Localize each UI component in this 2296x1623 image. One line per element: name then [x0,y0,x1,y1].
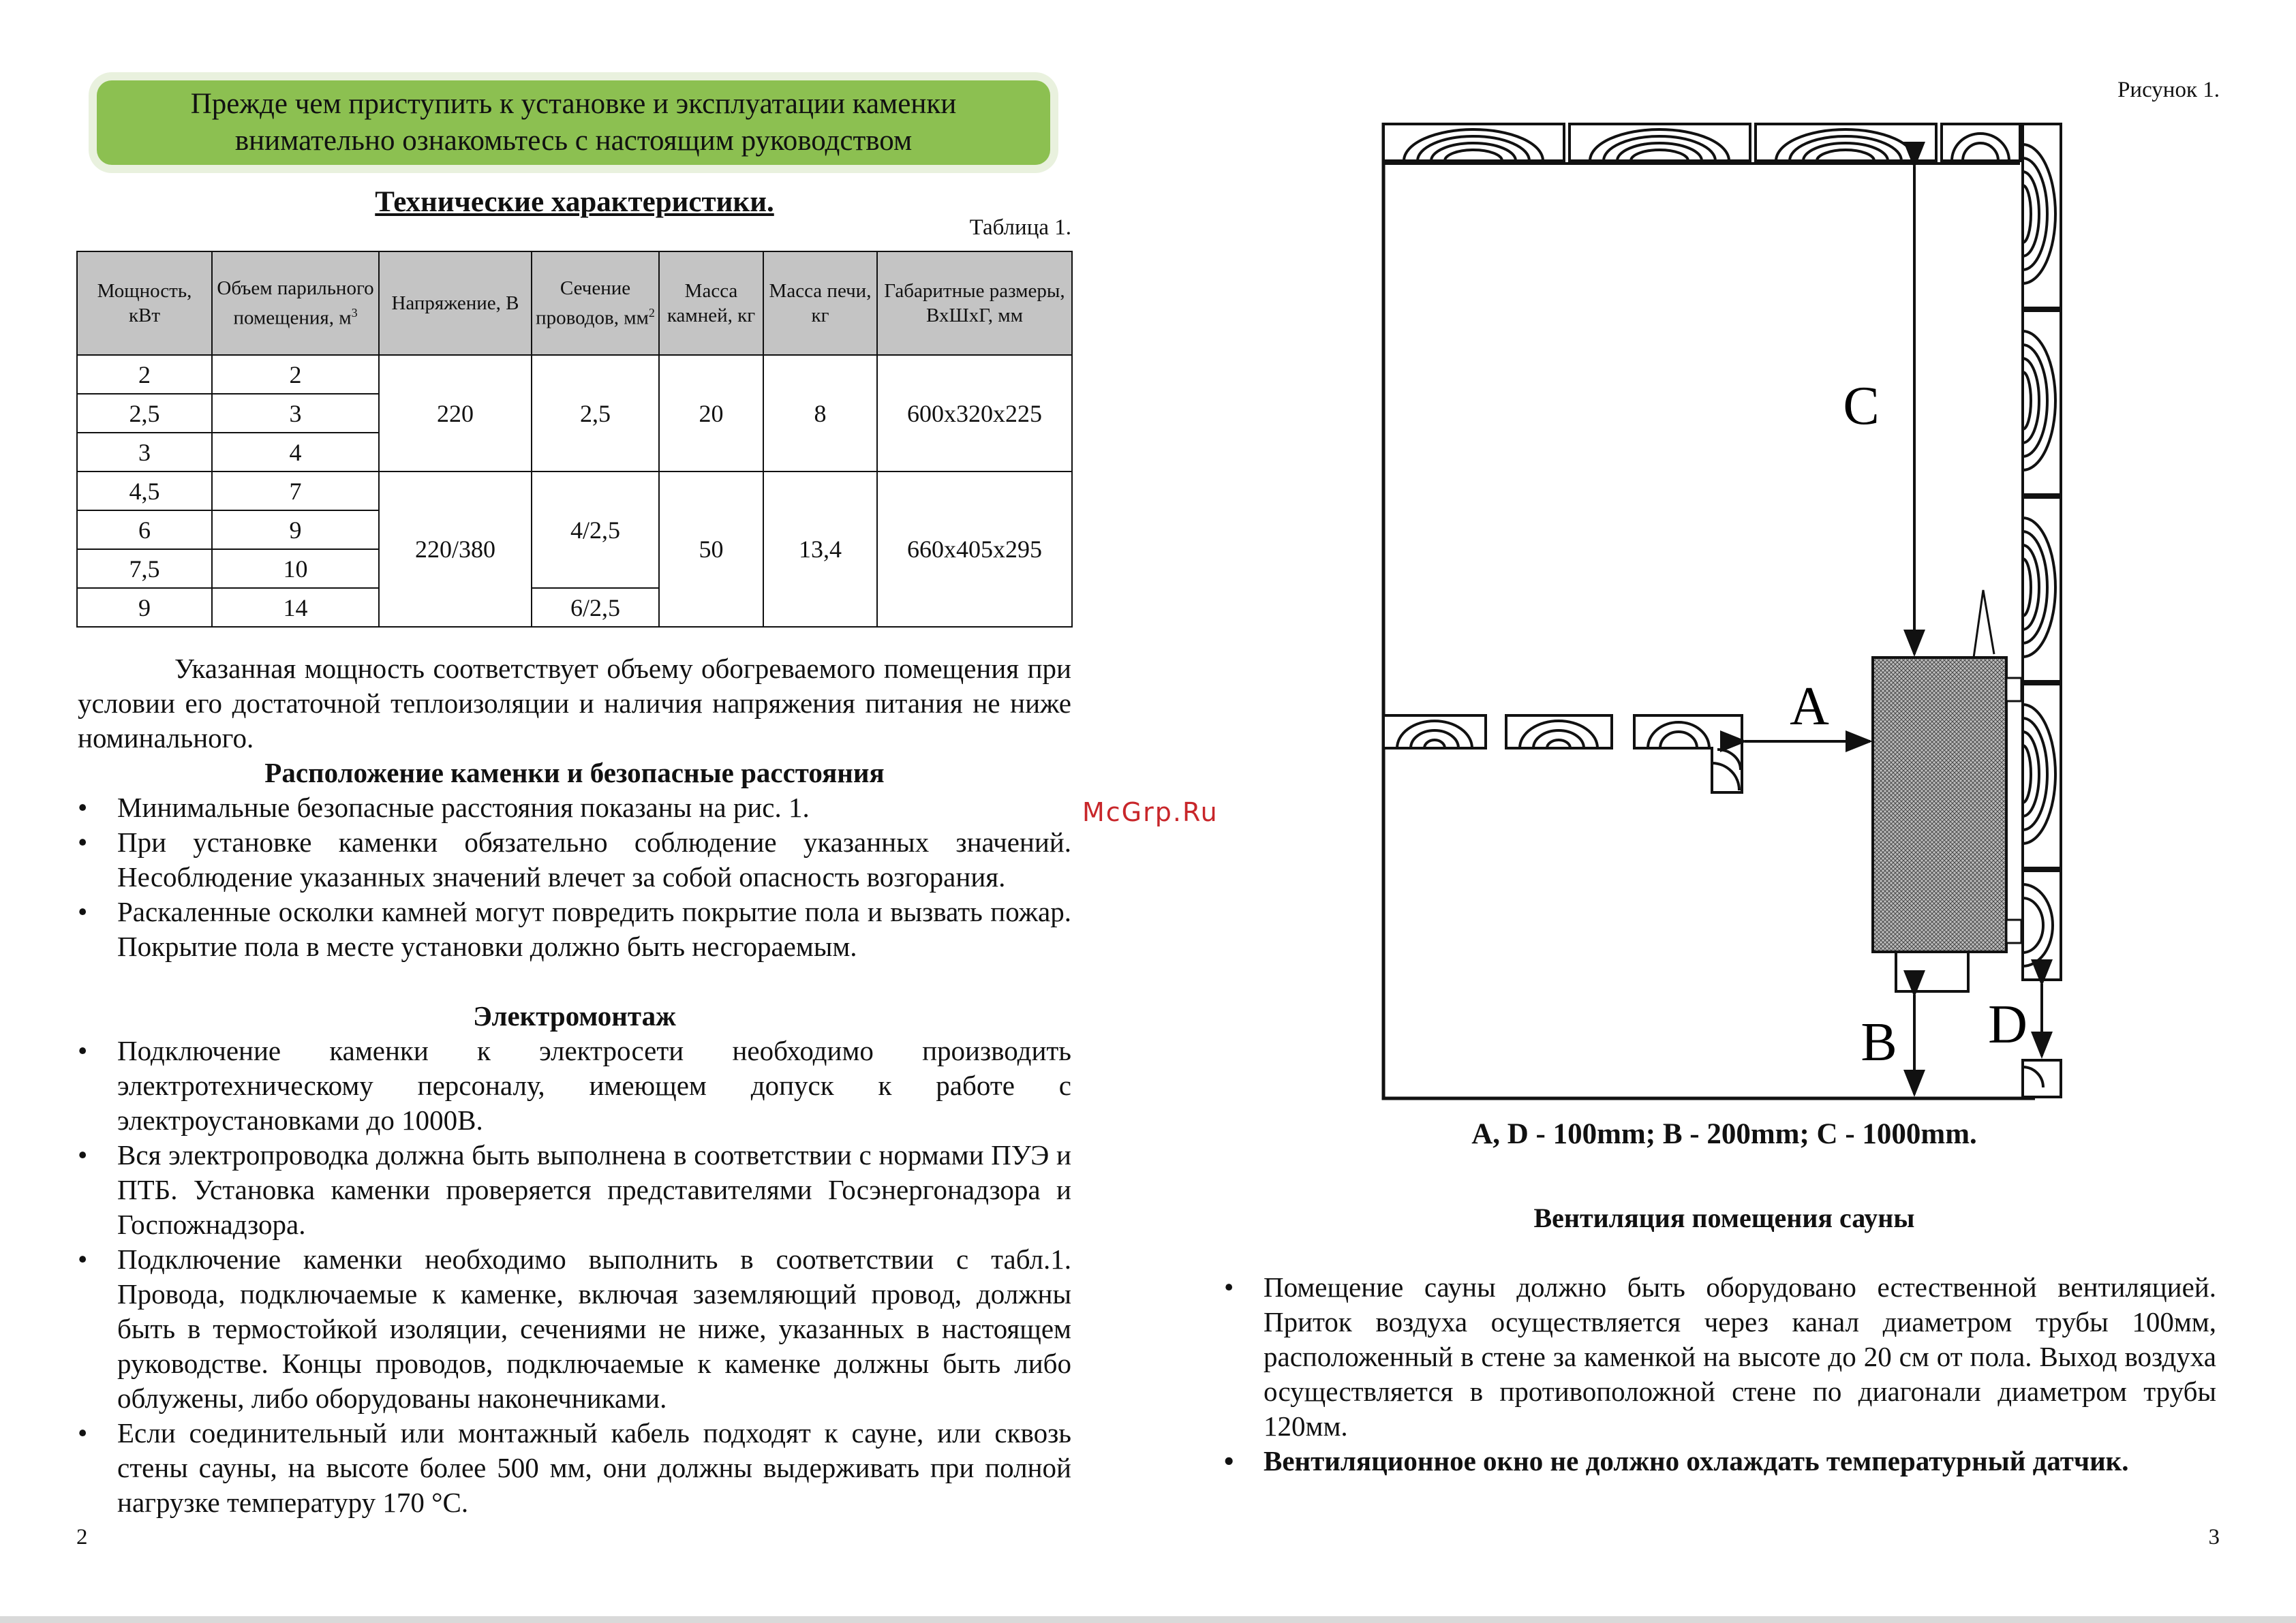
list-item: • Если соединительный или монтажный кабель подходят к сауне, или сквозь стены сауны, на высоте более 500 мм, они должны выдерживать при полной нагрузке температуру 170 °С. [78,1416,1071,1520]
placement-heading: Расположение каменки и безопасные расстояния [264,757,885,788]
page-number-right: 3 [2208,1525,2220,1549]
header-voltage: Напряжение, В [379,251,532,355]
table-header-row [77,251,1072,355]
cell-volume: 10 [212,549,379,588]
electric-list [78,1034,1071,1520]
list-item: • При установке каменки обязательно соблюдение указанных значений. Несоблюдение указанных значений влечет за собой опасность возгорания. [78,825,1071,895]
header-mass: Масса печи, кг [763,251,877,355]
label-d: D [1988,995,2027,1055]
header-power: Мощность, кВт [77,251,212,355]
list-item: • Помещение сауны должно быть оборудовано естественной вентиляцией. Приток воздуха осуществляется через канал диаметром трубы 100мм, расположенный в стене за каменкой на высоте до 20 см от пола. Выход воздуха осуществляется в противоположной стене по диагонали диаметром трубы 120мм. [1224,1270,2216,1444]
ventilation-heading: Вентиляция помещения сауны [1533,1203,1915,1233]
banner-line-1: Прежде чем приступить к установке и эксплуатации каменки [190,88,957,120]
header-volume [212,251,379,355]
label-b: B [1861,1013,1897,1072]
cell-power: 2,5 [77,394,212,433]
cell-volume: 4 [212,433,379,472]
cell-section: 2,5 [532,355,659,472]
warning-banner [97,80,1050,165]
watermark: McGrp.Ru [1082,797,1219,827]
list-item: • Подключение каменки необходимо выполнить в соответствии с табл.1. Провода, подключаемые к каменке, включая заземляющий провод, должны быть в термостойкой изоляции, сечениями не ниже, указанных в настоящем руководстве. Концы проводов, подключаемые к каменке должны быть либо облужены, либо оборудованы наконечниками. [78,1242,1071,1416]
power-note-paragraph: Указанная мощность соответствует объему обогреваемого помещения при условии его достаточной теплоизоляции и наличия напряжения питания не ниже номинального. [78,653,1071,754]
cell-stones: 20 [659,355,763,472]
header-section-sup: 2 [648,306,655,320]
ventilation-list [1224,1270,2216,1479]
cell-voltage: 220/380 [379,472,532,627]
cell-volume: 2 [212,355,379,394]
heater-icon [1873,590,2021,991]
cell-section: 6/2,5 [532,588,659,627]
list-item: • Минимальные безопасные расстояния показаны на рис. 1. [78,790,1071,825]
cell-dims: 600x320x225 [877,355,1072,472]
list-item: • Подключение каменки к электросети необходимо производить электротехническому персоналу, имеющем допуск к работе с электроустановками до 1000В. [78,1034,1071,1138]
cell-section: 4/2,5 [532,472,659,588]
cell-mass: 13,4 [763,472,877,627]
cell-power: 3 [77,433,212,472]
cell-dims: 660x405x295 [877,472,1072,627]
electric-heading: Электромонтаж [473,1000,676,1032]
cell-power: 4,5 [77,472,212,510]
list-item: • Вся электропроводка должна быть выполнена в соответствии с нормами ПУЭ и ПТБ. Установка каменки проверяется представителями Госэнергонадзора и Госпожнадзора. [78,1138,1071,1242]
cell-volume: 7 [212,472,379,510]
table-row [77,472,1072,510]
page-number-left: 2 [76,1525,88,1549]
table-row [77,355,1072,394]
dimensions-legend: A, D - 100mm; B - 200mm; C - 1000mm. [1471,1118,1977,1150]
cell-power: 9 [77,588,212,627]
page-title: Технические характеристики. [375,186,774,218]
right-wall-icon [2023,124,2061,1097]
header-volume-sup: 3 [351,306,358,320]
header-dims: Габаритные размеры, ВхШхГ, мм [877,251,1072,355]
label-a: A [1790,677,1829,737]
header-stones: Масса камней, кг [659,251,763,355]
placement-list [78,790,1071,964]
figure-caption: Рисунок 1. [2117,78,2220,102]
cell-power: 7,5 [77,549,212,588]
sauna-layout-diagram [1356,116,2079,1111]
cell-mass: 8 [763,355,877,472]
header-section [532,251,659,355]
table-caption: Таблица 1. [969,215,1071,240]
cell-power: 6 [77,510,212,549]
list-item: • Раскаленные осколки камней могут повредить покрытие пола и вызвать пожар. Покрытие пола в месте установки должно быть несгораемым. [78,895,1071,964]
banner-line-2: внимательно ознакомьтесь с настоящим руководством [234,125,913,157]
bottom-divider [0,1616,2296,1623]
spec-table [76,251,1073,628]
list-item: • Вентиляционное окно не должно охлаждать температурный датчик. [1224,1444,2216,1479]
cell-stones: 50 [659,472,763,627]
cell-voltage: 220 [379,355,532,472]
partition-wall-icon [1383,715,1742,792]
cell-power: 2 [77,355,212,394]
header-volume-text: Объем парильного помещения, м [217,277,374,329]
top-wall-icon [1383,124,2020,161]
cell-volume: 9 [212,510,379,549]
label-c: C [1843,376,1880,436]
header-section-text: Сечение проводов, мм [536,277,649,329]
cell-volume: 3 [212,394,379,433]
cell-volume: 14 [212,588,379,627]
